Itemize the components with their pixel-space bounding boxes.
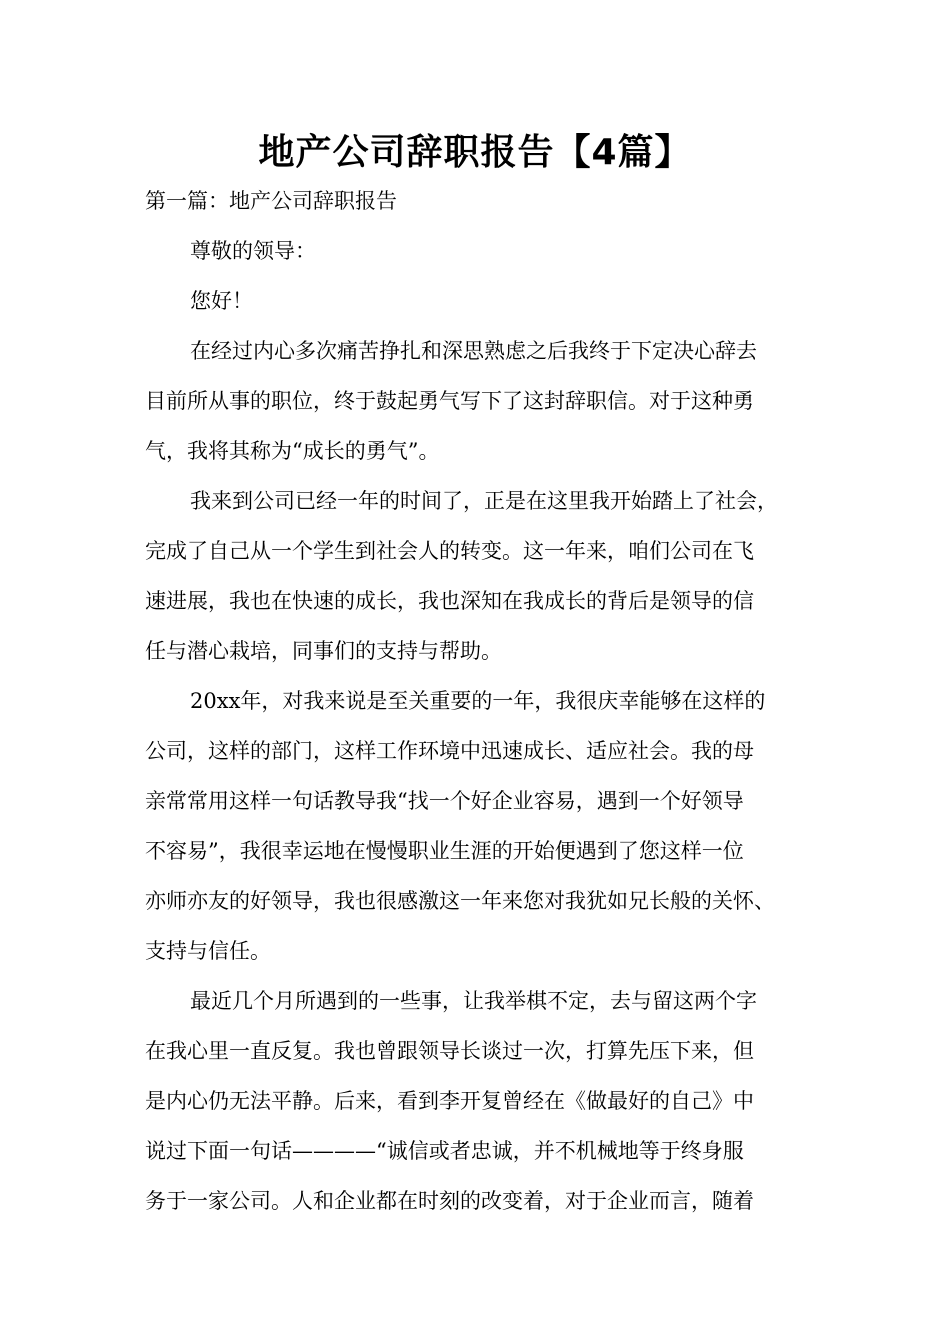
salutation: 尊敬的领导： [190, 239, 316, 263]
body-line: 在我心里一直反复。我也曾跟领导长谈过一次，打算先压下来，但 [145, 1039, 754, 1063]
body-line: 气，我将其称为“成长的勇气”。 [145, 439, 440, 463]
body-line: 不容易”，我很幸运地在慢慢职业生涯的开始便遇到了您这样一位 [145, 839, 744, 863]
body-line: 支持与信任。 [145, 939, 271, 963]
body-line: 在经过内心多次痛苦挣扎和深思熟虑之后我终于下定决心辞去 [190, 339, 757, 363]
document-title: 地产公司辞职报告【4篇】 [258, 132, 692, 173]
body-line: 速进展，我也在快速的成长，我也深知在我成长的背后是领导的信 [145, 589, 754, 613]
body-line: 是内心仍无法平静。后来，看到李开复曾经在《做最好的自己》中 [145, 1089, 754, 1113]
body-line: 20xx年，对我来说是至关重要的一年，我很庆幸能够在这样的 [190, 689, 766, 713]
body-line: 亲常常用这样一句话教导我“找一个好企业容易，遇到一个好领导 [145, 789, 744, 813]
body-line: 最近几个月所遇到的一些事，让我举棋不定，去与留这两个字 [190, 989, 757, 1013]
body-line: 任与潜心栽培，同事们的支持与帮助。 [145, 639, 502, 663]
body-line: 亦师亦友的好领导，我也很感激这一年来您对我犹如兄长般的关怀、 [145, 889, 775, 913]
section-heading: 第一篇：地产公司辞职报告 [145, 189, 397, 213]
body-line: 公司，这样的部门，这样工作环境中迅速成长、适应社会。我的母 [145, 739, 754, 763]
body-line: 我来到公司已经一年的时间了，正是在这里我开始踏上了社会， [190, 489, 778, 513]
body-line: 完成了自己从一个学生到社会人的转变。这一年来，咱们公司在飞 [145, 539, 754, 563]
body-line: 务于一家公司。人和企业都在时刻的改变着，对于企业而言，随着 [145, 1189, 754, 1213]
greeting: 您好！ [190, 289, 253, 313]
body-line: 目前所从事的职位，终于鼓起勇气写下了这封辞职信。对于这种勇 [145, 389, 754, 413]
body-line: 说过下面一句话————“诚信或者忠诚，并不机械地等于终身服 [145, 1139, 744, 1163]
